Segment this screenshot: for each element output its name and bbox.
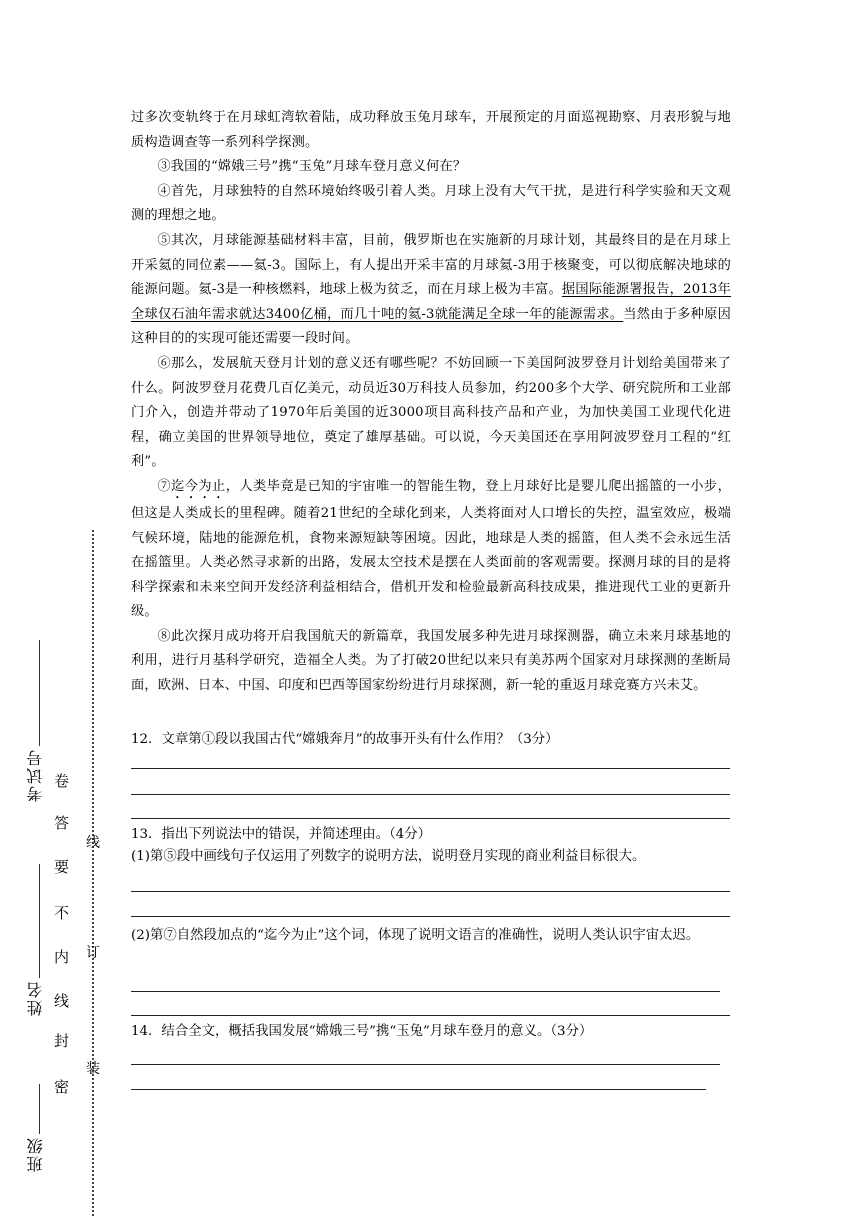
question-14 xyxy=(131,1021,741,1043)
seal-char: 卷 xyxy=(54,772,70,790)
paragraph-5-end: 当然由于多种原因这种目的的实现可能还需要一段时间。 xyxy=(131,306,731,347)
seal-char: 要 xyxy=(54,858,70,876)
paragraph-5 xyxy=(131,229,731,352)
underlined-sentence: 据国际能源署报告，2013年全球仅石油年需求就达3400亿桶，而几十吨的氦-3就能满足全球一年的能源需求。 xyxy=(131,282,731,322)
seal-char: 封 xyxy=(54,1032,70,1050)
name-label: 姓名 xyxy=(26,980,45,1016)
question-13-part-1: (1)第⑤段中画线句子仅运用了列数字的说明方法，说明登月实现的商业利益目标很大。 xyxy=(131,849,646,864)
name-blank[interactable] xyxy=(39,864,40,978)
answer-line[interactable] xyxy=(131,1064,720,1065)
question-13-text: 13．指出下列说法中的错误，并简述理由。（4分） xyxy=(131,827,432,842)
binding-char: 线 xyxy=(86,835,100,851)
class-label: 班级 xyxy=(26,1136,45,1172)
paragraph-5-text: ⑤其次，月球能源基础材料丰富，目前，俄罗斯也在实施新的月球计划，其最终目的是在月球上开采氦的同位素——氦-3。国际上，有人提出开采丰富的月球氦-3用于核聚变，可以彻底解决地球的能源问题。氦-3是一种核燃料，地球上极为贫乏，而在月球上极为丰富。 xyxy=(131,232,731,298)
binding-dotted-line xyxy=(92,530,94,1216)
paragraph-2-continued: 过多次变轨终于在月球虹湾软着陆，成功释放玉兔月球车，开展预定的月面巡视勘察、月表形貌与地质构造调查等一系列科学探测。 xyxy=(131,110,731,150)
binding-char: 装 xyxy=(86,1061,100,1077)
seal-char: 不 xyxy=(54,904,70,922)
question-12 xyxy=(131,729,741,751)
answer-line[interactable] xyxy=(131,818,730,819)
dotted-phrase: 迄今为止 xyxy=(171,478,226,494)
answer-line[interactable] xyxy=(131,916,730,917)
paragraph-8: ⑧此次探月成功将开启我国航天的新篇章，我国发展多种先进月球探测器，确立未来月球基地的利用，进行月基科学研究，造福全人类。为了打破20世纪以来只有美苏两个国家对月球探测的垄断局面，欧洲、日本、中国、印度和巴西等国家纷纷进行月球探测，新一轮的重返月球竞赛方兴未艾。 xyxy=(131,628,731,694)
answer-line[interactable] xyxy=(131,1015,730,1016)
question-13-part-2 xyxy=(131,924,741,947)
paragraph-7-number: ⑦ xyxy=(157,478,172,494)
question-12-text: 12．文章第①段以我国古代“嫦娥奔月”的故事开头有什么作用？（3分） xyxy=(131,732,559,747)
question-13 xyxy=(131,824,741,868)
seal-char: 答 xyxy=(54,814,70,832)
seal-char: 线 xyxy=(54,992,70,1010)
binding-char: 订 xyxy=(86,945,100,961)
answer-line[interactable] xyxy=(131,1089,706,1090)
question-13-part-2-text: (2)第⑦自然段加点的“迄今为止”这个词，体现了说明文语言的准确性，说明人类认识宇宙太迟。 xyxy=(131,928,700,943)
passage xyxy=(131,106,731,699)
answer-line[interactable] xyxy=(131,891,730,892)
paragraph-3: ③我国的“嫦娥三号”携“玉兔”月球车登月意义何在？ xyxy=(157,159,467,175)
answer-line[interactable] xyxy=(131,768,730,769)
paragraph-7-text: ，人类毕竟是已知的宇宙唯一的智能生物，登上月球好比是婴儿爬出摇篮的一小步，但这是人类成长的里程碑。随着21世纪的全球化到来，人类将面对人口增长的失控，温室效应，极端气候环境，陆地的能源危机，食物来源短缺等困境。因此，地球是人类的摇篮，但人类不会永远生活在摇篮里。人类必然寻求新的出路，发展太空技术是摆在人类面前的客观需要。探测月球的目的是将科学探索和未来空间开发经济利益相结合，借机开发和检验最新高科技成果，推进现代工业的更新升级。 xyxy=(131,478,731,620)
exam-number-blank[interactable] xyxy=(39,640,40,746)
paragraph-7 xyxy=(131,475,731,625)
class-blank[interactable] xyxy=(39,1084,40,1134)
paragraph-4: ④首先，月球独特的自然环境始终吸引着人类。月球上没有大气干扰，是进行科学实验和天文观测的理想之地。 xyxy=(131,183,731,224)
paragraph-6: ⑥那么，发展航天登月计划的意义还有哪些呢？不妨回顾一下美国阿波罗登月计划给美国带来了什么。阿波罗登月花费几百亿美元，动员近30万科技人员参加，约200多个大学、研究院所和工业部门介入，创造并带动了1970年后美国的近3000项目高科技产品和产业，为加快美国工业现代化进程，确立美国的世界领导地位，奠定了雄厚基础。可以说，今天美国还在享用阿波罗登月工程的“红利”。 xyxy=(131,355,731,470)
answer-line[interactable] xyxy=(131,794,730,795)
seal-char: 内 xyxy=(54,948,70,966)
question-14-text: 14．结合全文，概括我国发展“嫦娥三号”携“玉兔”月球车登月的意义。（3分） xyxy=(131,1024,593,1039)
exam-number-label: 考试号 xyxy=(26,748,45,802)
seal-char: 密 xyxy=(54,1078,70,1096)
answer-line[interactable] xyxy=(131,991,720,992)
